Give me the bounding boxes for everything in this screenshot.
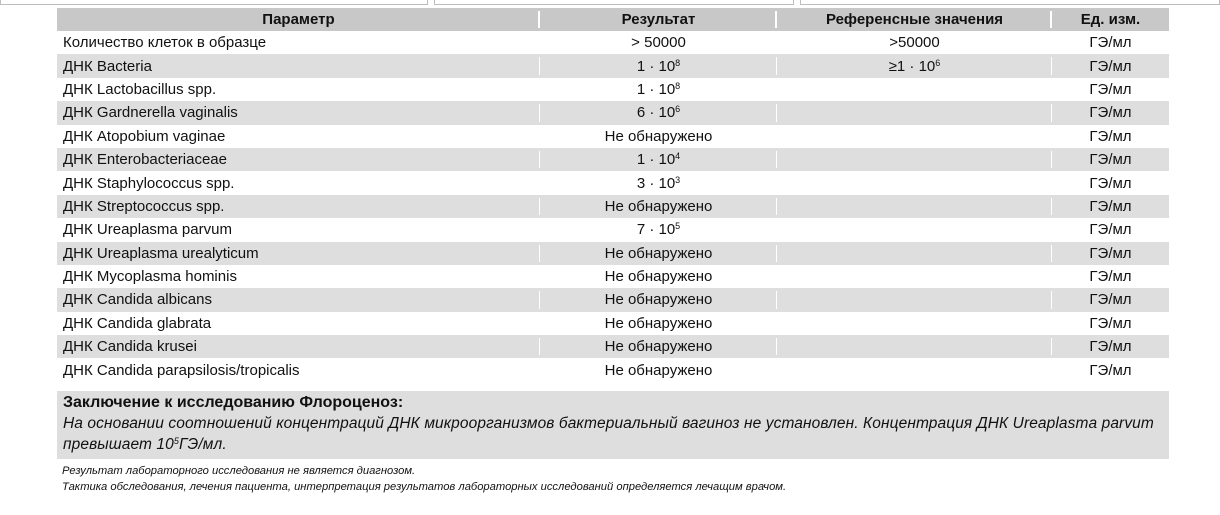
table-row — [57, 358, 1169, 381]
cell-unit — [1052, 265, 1169, 288]
cell-unit — [1052, 218, 1169, 241]
cell-parameter — [57, 288, 540, 311]
parameter-text: ДНК Ureaplasma urealyticum — [63, 244, 259, 262]
result-exponent: 6 — [675, 104, 681, 115]
unit-text: ГЭ/мл — [1089, 127, 1132, 145]
cell-result — [540, 242, 777, 265]
table-row — [57, 101, 1169, 124]
parameter-text: ДНК Candida albicans — [63, 291, 212, 309]
cell-unit — [1052, 312, 1169, 335]
unit-text: ГЭ/мл — [1089, 338, 1132, 356]
table-row — [57, 125, 1169, 148]
parameter-text: ДНК Atopobium vaginae — [63, 127, 226, 145]
reference-exponent: 6 — [935, 57, 941, 68]
conclusion-text-unit: ГЭ/мл. — [178, 436, 227, 453]
header-unit: Ед. изм. — [1052, 8, 1169, 31]
reference-text: >50000 — [889, 34, 940, 52]
cell-result — [540, 312, 777, 335]
parameter-text: ДНК Enterobacteriaceae — [63, 151, 227, 169]
cell-reference — [777, 312, 1052, 335]
result-text: > 50000 — [631, 34, 686, 52]
parameter-text: ДНК Streptococcus spp. — [63, 197, 225, 215]
cell-result — [540, 195, 777, 218]
conclusion-exponent: 5 — [173, 436, 179, 446]
cell-reference — [777, 358, 1052, 381]
table-row — [57, 195, 1169, 218]
cell-result — [540, 54, 777, 77]
top-border-left — [0, 0, 428, 5]
parameter-text: ДНК Staphylococcus spp. — [63, 174, 235, 192]
cell-unit — [1052, 358, 1169, 381]
parameter-text: ДНК Candida glabrata — [63, 314, 212, 332]
cell-parameter — [57, 171, 540, 194]
parameter-text: Количество клеток в образце — [63, 34, 267, 52]
reference-text: ≥1 · 10 — [888, 57, 936, 75]
unit-text: ГЭ/мл — [1089, 361, 1132, 379]
result-text: Не обнаружено — [604, 291, 713, 309]
cell-parameter — [57, 148, 540, 171]
table-row — [57, 54, 1169, 77]
table-row — [57, 171, 1169, 194]
unit-text: ГЭ/мл — [1089, 80, 1132, 98]
cell-reference — [777, 265, 1052, 288]
result-text: Не обнаружено — [604, 127, 713, 145]
cell-result — [540, 148, 777, 171]
table-body — [57, 31, 1169, 382]
table-row — [57, 335, 1169, 358]
cell-reference — [777, 288, 1052, 311]
top-border-right — [800, 0, 1220, 5]
cell-reference — [777, 171, 1052, 194]
cell-result — [540, 78, 777, 101]
cell-parameter — [57, 195, 540, 218]
cell-reference — [777, 125, 1052, 148]
parameter-text: ДНК Candida krusei — [63, 338, 197, 356]
cell-parameter — [57, 312, 540, 335]
table-row — [57, 265, 1169, 288]
result-text: 3 · 10 — [636, 174, 676, 192]
header-parameter: Параметр — [57, 8, 540, 31]
result-exponent: 8 — [675, 57, 681, 68]
table-row — [57, 218, 1169, 241]
result-text: Не обнаружено — [604, 268, 713, 286]
cell-unit — [1052, 288, 1169, 311]
footnote-tactics: Тактика обследования, лечения пациента, интерпретация результатов лабораторных исследований определяется лечащим врачом. — [62, 481, 787, 493]
parameter-text: ДНК Candida parapsilosis/tropicalis — [63, 361, 300, 379]
cell-result — [540, 358, 777, 381]
conclusion-text-main: На основании соотношений концентраций ДНК микроорганизмов бактериальный вагиноз не установлен. Концентрация ДНК Ureaplasma parvum превышает 10 — [63, 415, 1154, 453]
cell-parameter — [57, 335, 540, 358]
parameter-text: ДНК Bacteria — [63, 57, 152, 75]
cell-unit — [1052, 101, 1169, 124]
cell-unit — [1052, 195, 1169, 218]
result-text: Не обнаружено — [604, 361, 713, 379]
cell-unit — [1052, 78, 1169, 101]
result-text: 1 · 10 — [636, 151, 676, 169]
unit-text: ГЭ/мл — [1089, 151, 1132, 169]
cell-result — [540, 31, 777, 54]
cell-result — [540, 265, 777, 288]
cell-unit — [1052, 125, 1169, 148]
cell-reference — [777, 54, 1052, 77]
unit-text: ГЭ/мл — [1089, 291, 1132, 309]
cell-unit — [1052, 171, 1169, 194]
cell-parameter — [57, 31, 540, 54]
cell-reference — [777, 101, 1052, 124]
unit-text: ГЭ/мл — [1089, 244, 1132, 262]
result-exponent: 4 — [675, 151, 681, 162]
cell-reference — [777, 335, 1052, 358]
result-text: 7 · 10 — [636, 221, 676, 239]
cell-parameter — [57, 358, 540, 381]
unit-text: ГЭ/мл — [1089, 104, 1132, 122]
footnote-diagnosis: Результат лабораторного исследования не является диагнозом. — [62, 465, 416, 477]
cell-result — [540, 125, 777, 148]
cell-unit — [1052, 335, 1169, 358]
result-exponent: 8 — [675, 80, 681, 91]
cell-result — [540, 101, 777, 124]
cell-parameter — [57, 125, 540, 148]
table-row — [57, 78, 1169, 101]
cell-parameter — [57, 242, 540, 265]
cell-parameter — [57, 265, 540, 288]
cell-unit — [1052, 31, 1169, 54]
result-text: Не обнаружено — [604, 314, 713, 332]
cell-reference — [777, 31, 1052, 54]
cell-parameter — [57, 54, 540, 77]
cell-parameter — [57, 218, 540, 241]
cell-reference — [777, 195, 1052, 218]
cell-reference — [777, 148, 1052, 171]
result-text: 1 · 10 — [636, 57, 676, 75]
cell-reference — [777, 218, 1052, 241]
table-row — [57, 312, 1169, 335]
parameter-text: ДНК Gardnerella vaginalis — [63, 104, 238, 122]
result-text: Не обнаружено — [604, 244, 713, 262]
conclusion-text — [63, 413, 1163, 455]
cell-reference — [777, 78, 1052, 101]
top-border-middle — [434, 0, 794, 5]
header-result: Результат — [540, 8, 777, 31]
header-reference: Референсные значения — [777, 8, 1052, 31]
parameter-text: ДНК Mycoplasma hominis — [63, 268, 237, 286]
result-exponent: 5 — [675, 221, 681, 232]
result-text: Не обнаружено — [604, 338, 713, 356]
cell-result — [540, 171, 777, 194]
cell-result — [540, 218, 777, 241]
result-exponent: 3 — [675, 174, 681, 185]
unit-text: ГЭ/мл — [1089, 34, 1132, 52]
result-text: 6 · 10 — [636, 104, 676, 122]
cell-result — [540, 288, 777, 311]
footnotes — [62, 463, 1162, 495]
cell-unit — [1052, 242, 1169, 265]
cell-reference — [777, 242, 1052, 265]
parameter-text: ДНК Ureaplasma parvum — [63, 221, 232, 239]
unit-text: ГЭ/мл — [1089, 174, 1132, 192]
results-table — [57, 8, 1169, 382]
unit-text: ГЭ/мл — [1089, 57, 1132, 75]
table-header-row — [57, 8, 1169, 31]
table-row — [57, 148, 1169, 171]
table-row — [57, 242, 1169, 265]
conclusion-title: Заключение к исследованию Флороценоз: — [63, 394, 404, 411]
cell-unit — [1052, 148, 1169, 171]
unit-text: ГЭ/мл — [1089, 314, 1132, 332]
unit-text: ГЭ/мл — [1089, 197, 1132, 215]
unit-text: ГЭ/мл — [1089, 268, 1132, 286]
cell-unit — [1052, 54, 1169, 77]
table-row — [57, 31, 1169, 54]
unit-text: ГЭ/мл — [1089, 221, 1132, 239]
conclusion-box — [57, 391, 1169, 459]
parameter-text: ДНК Lactobacillus spp. — [63, 80, 217, 98]
cell-parameter — [57, 78, 540, 101]
result-text: Не обнаружено — [604, 197, 713, 215]
cell-result — [540, 335, 777, 358]
result-text: 1 · 10 — [636, 80, 676, 98]
cell-parameter — [57, 101, 540, 124]
table-row — [57, 288, 1169, 311]
